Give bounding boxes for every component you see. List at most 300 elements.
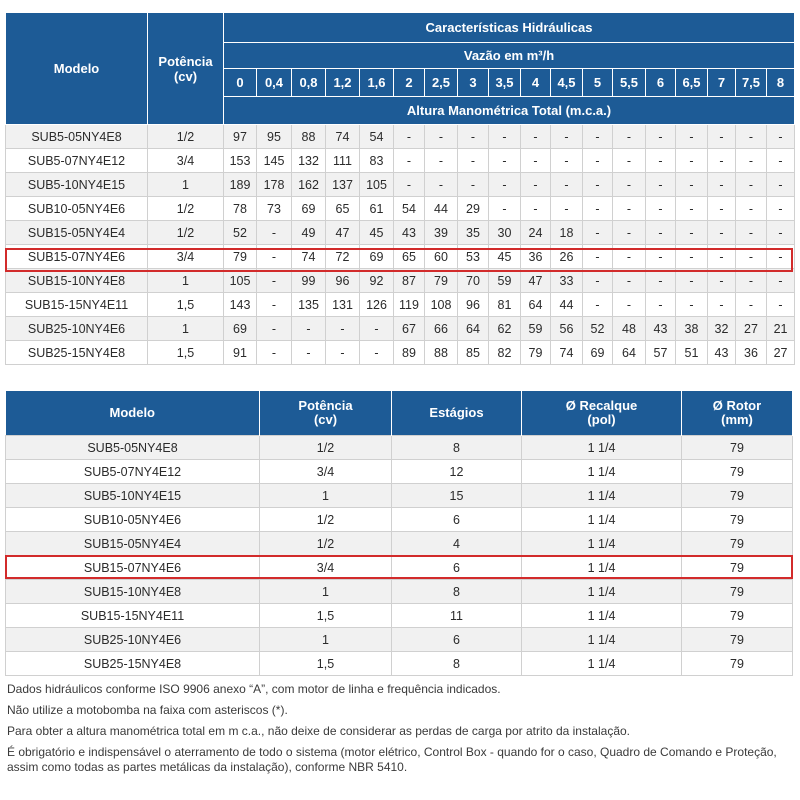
height-cell: 74 xyxy=(292,245,326,269)
height-cell: - xyxy=(767,269,795,293)
specs-header-cell: Modelo xyxy=(6,391,260,436)
height-cell: 51 xyxy=(676,341,708,365)
model-cell: SUB15-15NY4E11 xyxy=(6,293,148,317)
height-cell: - xyxy=(583,149,613,173)
height-cell: - xyxy=(583,269,613,293)
height-cell: - xyxy=(676,149,708,173)
height-cell: - xyxy=(583,245,613,269)
height-cell: - xyxy=(613,197,646,221)
flow-value: 8 xyxy=(767,69,795,97)
model-cell: SUB10-05NY4E6 xyxy=(6,197,148,221)
height-cell: - xyxy=(583,221,613,245)
height-cell: 43 xyxy=(646,317,676,341)
specs-cell: SUB15-05NY4E4 xyxy=(6,532,260,556)
flow-value: 6,5 xyxy=(676,69,708,97)
specs-cell: 3/4 xyxy=(260,460,392,484)
model-cell: SUB15-10NY4E8 xyxy=(6,269,148,293)
table-row xyxy=(6,460,793,484)
height-cell: 99 xyxy=(292,269,326,293)
specs-cell: 1 1/4 xyxy=(522,580,682,604)
table-row xyxy=(6,508,793,532)
height-cell: - xyxy=(521,197,551,221)
height-cell: - xyxy=(676,269,708,293)
height-cell: - xyxy=(767,293,795,317)
flow-header: Vazão em m³/h xyxy=(224,43,795,69)
height-cell: - xyxy=(292,341,326,365)
height-cell: - xyxy=(425,149,458,173)
height-cell: 131 xyxy=(326,293,360,317)
height-cell: - xyxy=(425,173,458,197)
specs-cell: SUB15-15NY4E11 xyxy=(6,604,260,628)
specs-cell: 4 xyxy=(392,532,522,556)
height-cell: 162 xyxy=(292,173,326,197)
height-cell: 92 xyxy=(360,269,394,293)
height-cell: 53 xyxy=(458,245,489,269)
height-cell: - xyxy=(583,173,613,197)
height-cell: 59 xyxy=(521,317,551,341)
height-cell: 32 xyxy=(708,317,736,341)
height-cell: 47 xyxy=(326,221,360,245)
power-cell: 1/2 xyxy=(148,125,224,149)
height-cell: 82 xyxy=(489,341,521,365)
specs-cell: 79 xyxy=(682,484,793,508)
table-row xyxy=(6,580,793,604)
height-cell: 36 xyxy=(736,341,767,365)
specs-cell: 1 xyxy=(260,628,392,652)
specs-cell: 79 xyxy=(682,580,793,604)
height-cell: - xyxy=(708,125,736,149)
specs-cell: 79 xyxy=(682,556,793,580)
height-cell: - xyxy=(551,197,583,221)
table-row xyxy=(6,293,795,317)
hydraulic-table xyxy=(5,12,795,365)
height-cell: 73 xyxy=(257,197,292,221)
power-cell: 3/4 xyxy=(148,245,224,269)
specs-cell: 1/2 xyxy=(260,532,392,556)
height-cell: - xyxy=(257,293,292,317)
power-cell: 3/4 xyxy=(148,149,224,173)
flow-value: 3,5 xyxy=(489,69,521,97)
specs-cell: SUB10-05NY4E6 xyxy=(6,508,260,532)
height-cell: 27 xyxy=(736,317,767,341)
table-row xyxy=(6,149,795,173)
height-cell: - xyxy=(613,149,646,173)
height-cell: 97 xyxy=(224,125,257,149)
height-cell: 45 xyxy=(489,245,521,269)
height-cell: 66 xyxy=(425,317,458,341)
height-cell: 62 xyxy=(489,317,521,341)
flow-value: 2,5 xyxy=(425,69,458,97)
height-cell: 54 xyxy=(394,197,425,221)
height-cell: 79 xyxy=(224,245,257,269)
flow-value: 3 xyxy=(458,69,489,97)
height-cell: - xyxy=(613,221,646,245)
table-row xyxy=(6,269,795,293)
height-cell: 44 xyxy=(425,197,458,221)
specs-cell: 1 1/4 xyxy=(522,652,682,676)
height-cell: 57 xyxy=(646,341,676,365)
height-cell: 153 xyxy=(224,149,257,173)
height-cell: - xyxy=(736,245,767,269)
height-cell: 74 xyxy=(551,341,583,365)
height-cell: 119 xyxy=(394,293,425,317)
table-row xyxy=(6,125,795,149)
height-cell: 178 xyxy=(257,173,292,197)
height-cell: - xyxy=(583,293,613,317)
height-cell: - xyxy=(394,149,425,173)
height-cell: 96 xyxy=(458,293,489,317)
height-cell: - xyxy=(489,125,521,149)
height-cell: - xyxy=(676,125,708,149)
specs-header-cell: Ø Recalque (pol) xyxy=(522,391,682,436)
height-cell: 26 xyxy=(551,245,583,269)
specs-cell: 6 xyxy=(392,508,522,532)
height-cell: 70 xyxy=(458,269,489,293)
height-cell: 33 xyxy=(551,269,583,293)
height-cell: - xyxy=(613,269,646,293)
height-cell: - xyxy=(458,173,489,197)
table-row xyxy=(6,628,793,652)
height-cell: 189 xyxy=(224,173,257,197)
height-cell: 59 xyxy=(489,269,521,293)
height-cell: 30 xyxy=(489,221,521,245)
model-cell: SUB15-07NY4E6 xyxy=(6,245,148,269)
height-cell: - xyxy=(257,245,292,269)
height-cell: - xyxy=(360,317,394,341)
height-cell: - xyxy=(736,149,767,173)
height-cell: - xyxy=(646,125,676,149)
flow-value: 5 xyxy=(583,69,613,97)
height-cell: - xyxy=(646,149,676,173)
height-cell: 95 xyxy=(257,125,292,149)
specs-cell: 79 xyxy=(682,628,793,652)
height-cell: 27 xyxy=(767,341,795,365)
specs-cell: 3/4 xyxy=(260,556,392,580)
height-cell: 126 xyxy=(360,293,394,317)
height-cell: - xyxy=(736,293,767,317)
height-cell: - xyxy=(676,197,708,221)
height-cell: - xyxy=(521,149,551,173)
table-row xyxy=(6,532,793,556)
height-header: Altura Manométrica Total (m.c.a.) xyxy=(224,97,795,125)
table-row xyxy=(6,341,795,365)
specs-cell: 11 xyxy=(392,604,522,628)
specs-cell: SUB25-15NY4E8 xyxy=(6,652,260,676)
table-row xyxy=(6,484,793,508)
height-cell: - xyxy=(613,245,646,269)
note-text: É obrigatório e indispensável o aterramento de todo o sistema (motor elétrico, Control Box - quando for o caso, Quadro de Comando e Proteção, assim como todas as partes metálicas da instalação), conforme NBR 5410. xyxy=(7,745,777,774)
specs-cell: 8 xyxy=(392,652,522,676)
height-cell: 83 xyxy=(360,149,394,173)
height-cell: - xyxy=(646,245,676,269)
height-cell: - xyxy=(767,197,795,221)
specs-cell: 15 xyxy=(392,484,522,508)
height-cell: 24 xyxy=(521,221,551,245)
height-cell: 88 xyxy=(292,125,326,149)
specs-cell: 79 xyxy=(682,436,793,460)
height-cell: 96 xyxy=(326,269,360,293)
height-cell: 61 xyxy=(360,197,394,221)
height-cell: 65 xyxy=(394,245,425,269)
height-cell: - xyxy=(394,125,425,149)
height-cell: 89 xyxy=(394,341,425,365)
height-cell: - xyxy=(613,173,646,197)
height-cell: 79 xyxy=(521,341,551,365)
height-cell: - xyxy=(425,125,458,149)
specs-cell: 1 xyxy=(260,484,392,508)
height-cell: 69 xyxy=(292,197,326,221)
height-cell: 21 xyxy=(767,317,795,341)
col-modelo-header: Modelo xyxy=(6,13,148,125)
specs-cell: SUB25-10NY4E6 xyxy=(6,628,260,652)
height-cell: 45 xyxy=(360,221,394,245)
flow-value: 4,5 xyxy=(551,69,583,97)
height-cell: - xyxy=(257,269,292,293)
height-cell: - xyxy=(292,317,326,341)
specs-cell: 1/2 xyxy=(260,508,392,532)
flow-value: 1,2 xyxy=(326,69,360,97)
height-cell: 137 xyxy=(326,173,360,197)
height-cell: - xyxy=(767,149,795,173)
height-cell: 64 xyxy=(521,293,551,317)
specs-cell: SUB5-05NY4E8 xyxy=(6,436,260,460)
height-cell: 18 xyxy=(551,221,583,245)
height-cell: - xyxy=(257,221,292,245)
height-cell: 60 xyxy=(425,245,458,269)
specs-cell: 1 1/4 xyxy=(522,484,682,508)
height-cell: - xyxy=(708,293,736,317)
height-cell: 85 xyxy=(458,341,489,365)
model-cell: SUB5-05NY4E8 xyxy=(6,125,148,149)
specs-cell: SUB5-07NY4E12 xyxy=(6,460,260,484)
table-row xyxy=(6,197,795,221)
hydraulic-group-header: Características Hidráulicas xyxy=(224,13,795,43)
height-cell: 64 xyxy=(613,341,646,365)
height-cell: - xyxy=(257,317,292,341)
height-cell: - xyxy=(708,221,736,245)
height-cell: - xyxy=(708,149,736,173)
specs-cell: 79 xyxy=(682,460,793,484)
specs-cell: 6 xyxy=(392,556,522,580)
specs-cell: 79 xyxy=(682,508,793,532)
specs-header-cell: Estágios xyxy=(392,391,522,436)
specs-cell: 6 xyxy=(392,628,522,652)
specs-cell: 1 1/4 xyxy=(522,532,682,556)
height-cell: 47 xyxy=(521,269,551,293)
height-cell: - xyxy=(521,173,551,197)
height-cell: - xyxy=(551,149,583,173)
height-cell: 105 xyxy=(224,269,257,293)
specs-cell: 79 xyxy=(682,604,793,628)
height-cell: 48 xyxy=(613,317,646,341)
height-cell: 39 xyxy=(425,221,458,245)
specs-cell: 79 xyxy=(682,652,793,676)
flow-value: 2 xyxy=(394,69,425,97)
height-cell: - xyxy=(708,245,736,269)
height-cell: 72 xyxy=(326,245,360,269)
flow-value: 0,4 xyxy=(257,69,292,97)
table-row xyxy=(6,317,795,341)
specs-cell: SUB15-07NY4E6 xyxy=(6,556,260,580)
note-text: Dados hidráulicos conforme ISO 9906 anexo “A”, com motor de linha e frequência indicados. xyxy=(7,682,501,696)
height-cell: - xyxy=(458,149,489,173)
height-cell: 145 xyxy=(257,149,292,173)
height-cell: 69 xyxy=(360,245,394,269)
height-cell: 79 xyxy=(425,269,458,293)
specs-cell: 1 1/4 xyxy=(522,628,682,652)
table-row xyxy=(6,604,793,628)
height-cell: - xyxy=(767,221,795,245)
height-cell: 111 xyxy=(326,149,360,173)
height-cell: 64 xyxy=(458,317,489,341)
height-cell: 69 xyxy=(583,341,613,365)
flow-value: 0 xyxy=(224,69,257,97)
table-row xyxy=(6,173,795,197)
height-cell: - xyxy=(583,125,613,149)
height-cell: - xyxy=(708,269,736,293)
height-cell: 43 xyxy=(394,221,425,245)
col-potencia-header: Potência (cv) xyxy=(148,13,224,125)
height-cell: - xyxy=(676,245,708,269)
specs-table xyxy=(5,391,793,676)
flow-value: 5,5 xyxy=(613,69,646,97)
specs-cell: 8 xyxy=(392,580,522,604)
specs-cell: 1 1/4 xyxy=(522,460,682,484)
height-cell: 35 xyxy=(458,221,489,245)
specs-cell: SUB5-10NY4E15 xyxy=(6,484,260,508)
model-cell: SUB25-15NY4E8 xyxy=(6,341,148,365)
height-cell: 105 xyxy=(360,173,394,197)
height-cell: 43 xyxy=(708,341,736,365)
height-cell: 143 xyxy=(224,293,257,317)
height-cell: - xyxy=(708,173,736,197)
height-cell: - xyxy=(646,269,676,293)
height-cell: - xyxy=(326,317,360,341)
height-cell: - xyxy=(736,221,767,245)
height-cell: - xyxy=(613,293,646,317)
height-cell: 91 xyxy=(224,341,257,365)
height-cell: 65 xyxy=(326,197,360,221)
height-cell: - xyxy=(676,173,708,197)
height-cell: - xyxy=(458,125,489,149)
note-text: Para obter a altura manométrica total em m c.a., não deixe de considerar as perdas de carga por atrito da instalação. xyxy=(7,724,631,738)
height-cell: 29 xyxy=(458,197,489,221)
height-cell: - xyxy=(736,197,767,221)
height-cell: - xyxy=(767,125,795,149)
height-cell: - xyxy=(646,293,676,317)
height-cell: - xyxy=(551,173,583,197)
height-cell: - xyxy=(489,149,521,173)
height-cell: - xyxy=(583,197,613,221)
flow-value: 4 xyxy=(521,69,551,97)
height-cell: - xyxy=(489,173,521,197)
specs-header-cell: Potência (cv) xyxy=(260,391,392,436)
flow-value: 0,8 xyxy=(292,69,326,97)
height-cell: - xyxy=(551,125,583,149)
model-cell: SUB15-05NY4E4 xyxy=(6,221,148,245)
height-cell: 52 xyxy=(583,317,613,341)
height-cell: - xyxy=(394,173,425,197)
specs-cell: 1/2 xyxy=(260,436,392,460)
height-cell: - xyxy=(646,173,676,197)
specs-cell: 1,5 xyxy=(260,604,392,628)
height-cell: 67 xyxy=(394,317,425,341)
specs-cell: 12 xyxy=(392,460,522,484)
flow-value: 1,6 xyxy=(360,69,394,97)
table-row xyxy=(6,221,795,245)
height-cell: 78 xyxy=(224,197,257,221)
height-cell: - xyxy=(676,293,708,317)
table-row xyxy=(6,436,793,460)
specs-cell: 1 1/4 xyxy=(522,604,682,628)
height-cell: - xyxy=(676,221,708,245)
power-cell: 1 xyxy=(148,173,224,197)
height-cell: - xyxy=(257,341,292,365)
power-cell: 1 xyxy=(148,269,224,293)
height-cell: 135 xyxy=(292,293,326,317)
height-cell: 87 xyxy=(394,269,425,293)
flow-value: 7,5 xyxy=(736,69,767,97)
flow-value: 6 xyxy=(646,69,676,97)
height-cell: 52 xyxy=(224,221,257,245)
height-cell: 38 xyxy=(676,317,708,341)
height-cell: - xyxy=(736,173,767,197)
height-cell: 74 xyxy=(326,125,360,149)
height-cell: - xyxy=(736,269,767,293)
model-cell: SUB5-07NY4E12 xyxy=(6,149,148,173)
specs-cell: 1 1/4 xyxy=(522,508,682,532)
height-cell: - xyxy=(767,173,795,197)
height-cell: - xyxy=(736,125,767,149)
height-cell: - xyxy=(646,221,676,245)
specs-cell: 79 xyxy=(682,532,793,556)
specs-cell: 1,5 xyxy=(260,652,392,676)
specs-header-row xyxy=(6,391,793,436)
height-cell: 108 xyxy=(425,293,458,317)
height-cell: 44 xyxy=(551,293,583,317)
height-cell: - xyxy=(326,341,360,365)
model-cell: SUB25-10NY4E6 xyxy=(6,317,148,341)
power-cell: 1,5 xyxy=(148,293,224,317)
specs-cell: 1 1/4 xyxy=(522,436,682,460)
height-cell: 132 xyxy=(292,149,326,173)
height-cell: - xyxy=(521,125,551,149)
table-row xyxy=(6,245,795,269)
height-cell: - xyxy=(708,197,736,221)
height-cell: 49 xyxy=(292,221,326,245)
height-cell: - xyxy=(360,341,394,365)
height-cell: - xyxy=(489,197,521,221)
height-cell: - xyxy=(767,245,795,269)
specs-cell: 1 1/4 xyxy=(522,556,682,580)
specs-header-cell: Ø Rotor (mm) xyxy=(682,391,793,436)
specs-cell: 1 xyxy=(260,580,392,604)
height-cell: 54 xyxy=(360,125,394,149)
height-cell: 81 xyxy=(489,293,521,317)
height-cell: - xyxy=(613,125,646,149)
model-cell: SUB5-10NY4E15 xyxy=(6,173,148,197)
height-cell: 56 xyxy=(551,317,583,341)
height-cell: 69 xyxy=(224,317,257,341)
power-cell: 1/2 xyxy=(148,197,224,221)
power-cell: 1,5 xyxy=(148,341,224,365)
power-cell: 1 xyxy=(148,317,224,341)
power-cell: 1/2 xyxy=(148,221,224,245)
specs-cell: 8 xyxy=(392,436,522,460)
height-cell: 36 xyxy=(521,245,551,269)
table-row xyxy=(6,652,793,676)
note-text: Não utilize a motobomba na faixa com asteriscos (*). xyxy=(7,703,288,717)
